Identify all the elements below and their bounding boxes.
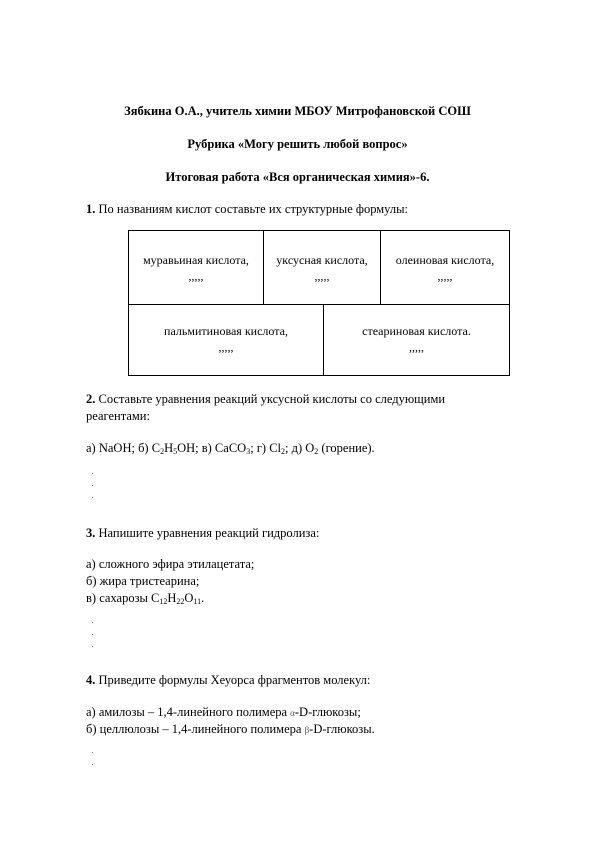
acid-name: муравьиная кислота, <box>143 253 249 267</box>
task4-prompt <box>86 673 370 688</box>
scan-dot <box>92 485 93 486</box>
rubric-line: Рубрика «Могу решить любой вопрос» <box>187 137 408 151</box>
beta-symbol: β <box>304 725 310 735</box>
scan-dot <box>92 473 93 474</box>
item-part: -D-глюкозы; <box>294 705 361 719</box>
subscript: 2 <box>314 447 319 456</box>
acid-blank: ,,,,, <box>437 269 453 283</box>
scan-dot <box>92 764 93 765</box>
subscript: 3 <box>246 447 251 456</box>
acid-blank: ,,,,, <box>218 340 234 354</box>
acid-name: олеиновая кислота, <box>395 253 495 267</box>
subscript: 2 <box>281 447 286 456</box>
task3-item-b: б) жира тристеарина; <box>86 574 200 588</box>
table-row-divider <box>129 304 509 305</box>
item-part: б) целлюлозы – 1,4-линейного полимера <box>86 722 302 736</box>
task4-item-b <box>86 722 375 737</box>
task3-item-a: а) сложного эфира этилацетата; <box>86 557 255 571</box>
subscript: 2 <box>160 447 165 456</box>
reagents-part: ; д) O <box>285 441 315 455</box>
scan-dot <box>92 622 93 623</box>
reagents-part: а) NaOH; б) C <box>86 441 161 455</box>
task2-reagents <box>86 441 375 456</box>
item-part: -D-глюкозы. <box>309 722 375 736</box>
subscript: 12 <box>159 597 168 606</box>
acid-name: стеариновая кислота. <box>362 324 471 338</box>
task3-text: Напишите уравнения реакций гидролиза: <box>98 526 320 540</box>
alpha-symbol: α <box>290 708 295 718</box>
task2-text-line2: реагентами: <box>86 409 150 423</box>
acid-blank: ,,,,, <box>314 269 330 283</box>
table-cell-acetic <box>264 252 380 284</box>
task2-number: 2. <box>86 392 96 406</box>
reagents-part: (горение). <box>318 441 375 455</box>
scan-dot <box>92 497 93 498</box>
table-cell-stearic <box>324 323 509 355</box>
page-title: Итоговая работа «Вся органическая химия»-6. <box>165 170 430 184</box>
acid-name: пальмитиновая кислота, <box>164 324 288 338</box>
item-part: а) амилозы – 1,4-линейного полимера <box>86 705 288 719</box>
task3-prompt <box>86 526 319 541</box>
item-part: H <box>167 591 177 605</box>
subscript: 5 <box>173 447 178 456</box>
task1-text: По названиям кислот составьте их структурные формулы: <box>98 202 408 216</box>
reagents-part: H <box>164 441 174 455</box>
task3-item-c <box>86 591 204 606</box>
reagents-part: ; г) Cl <box>250 441 282 455</box>
acid-blank: ,,,,, <box>409 340 424 354</box>
acid-name: уксусная кислота, <box>276 253 368 267</box>
task1-number: 1. <box>86 202 96 216</box>
task4-item-a <box>86 705 361 720</box>
subscript: 11 <box>193 597 202 606</box>
table-cell-palmitic <box>129 323 323 355</box>
scan-dot <box>92 634 93 635</box>
task1-prompt <box>86 202 408 217</box>
item-part: . <box>201 591 205 605</box>
scan-dot <box>92 752 93 753</box>
task2-prompt <box>86 392 445 407</box>
item-part: O <box>184 591 194 605</box>
scan-dot <box>92 646 93 647</box>
acid-blank: ,,,,, <box>188 269 204 283</box>
table-cell-oleic <box>381 252 509 284</box>
task2-text-line1: Составьте уравнения реакций уксусной кислоты со следующими <box>98 392 446 406</box>
task4-number: 4. <box>86 673 96 687</box>
reagents-part: OH; в) CaCO <box>177 441 247 455</box>
table-cell-formic <box>129 252 263 284</box>
acids-table <box>128 230 510 376</box>
subscript: 22 <box>176 597 185 606</box>
item-part: в) сахарозы C <box>86 591 160 605</box>
task4-text: Приведите формулы Хеуорса фрагментов молекул: <box>98 673 371 687</box>
author-line: Зябкина О.А., учитель химии МБОУ Митрофановской СОШ <box>124 104 471 118</box>
task3-number: 3. <box>86 526 96 540</box>
